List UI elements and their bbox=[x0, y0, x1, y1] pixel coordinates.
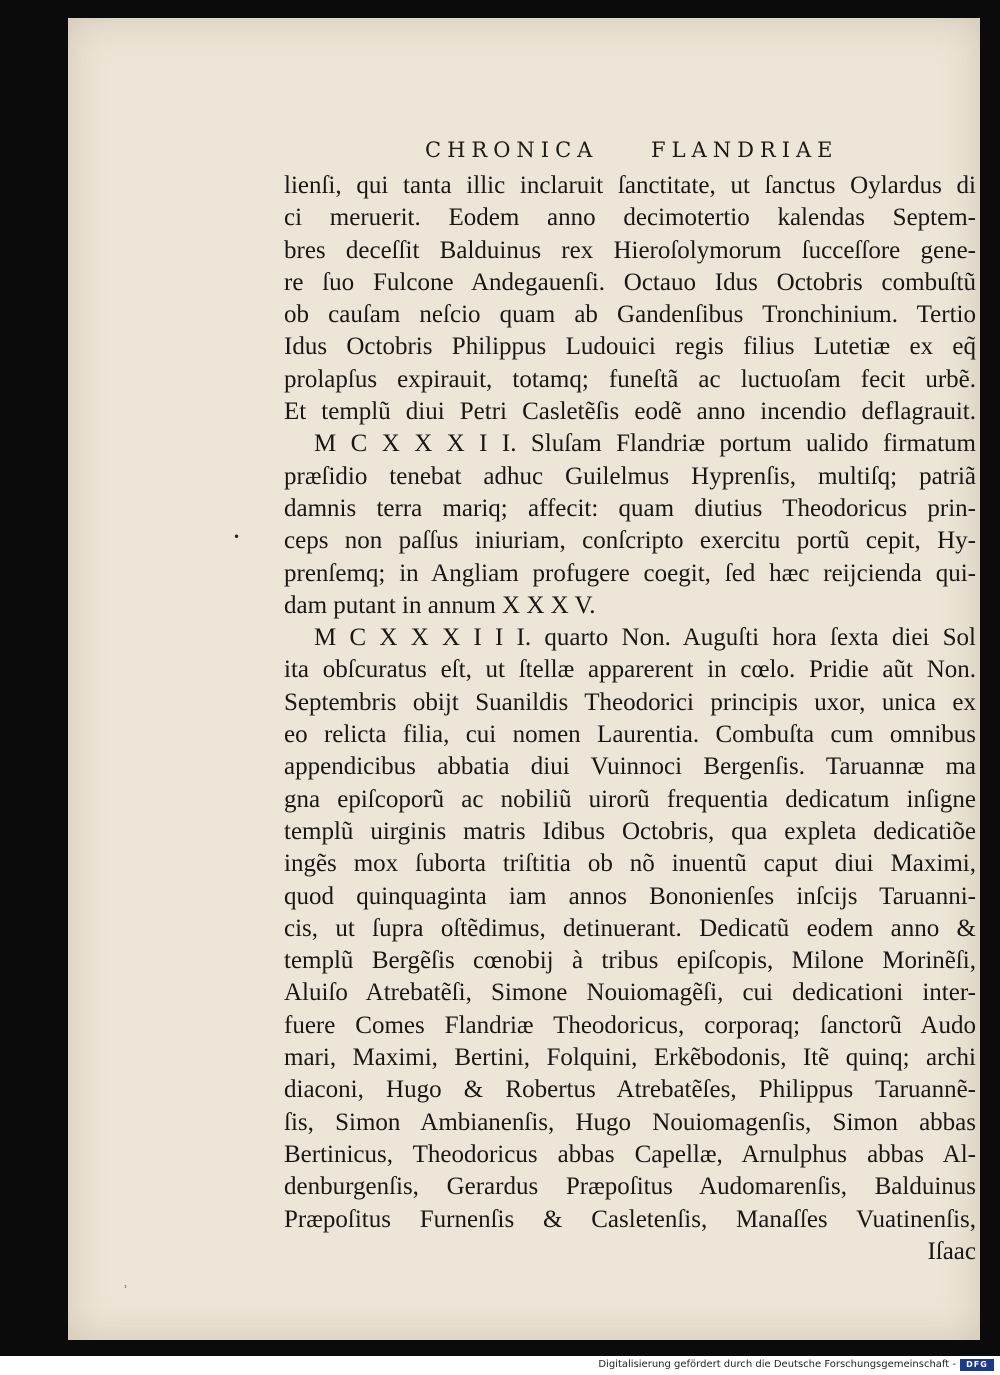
running-head-word-chronica: CHRONICA bbox=[425, 138, 599, 162]
stray-ink-mark: ˒ bbox=[124, 1280, 128, 1294]
text-line: damnis terra mariq; affecit: quam diutius Theodoricus prin- bbox=[284, 494, 976, 522]
text-line: ob cauſam neſcio quam ab Gandenſibus Tronchinium. Tertio bbox=[284, 301, 976, 329]
text-line: templũ Bergẽſis cœnobij à tribus epiſcopis, Milone Morinẽſi, bbox=[284, 947, 976, 975]
text-line: præſidio tenebat adhuc Guilelmus Hyprenſis, multiſq; patriã bbox=[284, 462, 976, 490]
text-line: quod quinquaginta iam annos Bononienſes inſcijs Taruanni- bbox=[284, 882, 976, 910]
text-line: Bertinicus, Theodoricus abbas Capellæ, Arnulphus abbas Al- bbox=[284, 1140, 976, 1168]
text-line: Septembris obijt Suanildis Theodorici principis uxor, unica ex bbox=[284, 688, 976, 716]
text-line: gna epiſcoporũ ac nobiliũ uirorũ frequentia dedicatum inſigne bbox=[284, 785, 976, 813]
running-head-word-flandriae: FLANDRIAE bbox=[651, 138, 839, 162]
text-line: eo relicta filia, cui nomen Laurentia. Combuſta cum omnibus bbox=[284, 721, 976, 749]
text-line: M C X X X I I I. quarto Non. Auguſti hora ſexta diei Sol bbox=[314, 624, 976, 652]
text-line: cis, ut ſupra oſtẽdimus, detinuerant. Dedicatũ eodem anno & bbox=[284, 914, 976, 942]
text-line: denburgenſis, Gerardus Præpoſitus Audomarenſis, Balduinus bbox=[284, 1173, 976, 1201]
text-line: lienſi, qui tanta illic inclaruit ſanctitate, ut ſanctus Oylardus di bbox=[284, 172, 976, 199]
text-line: appendicibus abbatia diui Vuinnoci Bergenſis. Taruannæ ma bbox=[284, 753, 976, 781]
body-text bbox=[284, 170, 976, 1268]
text-line: M C X X X I I. Sluſam Flandriæ portum ualido firmatum bbox=[314, 430, 976, 458]
text-line: bres deceſſit Balduinus rex Hieroſolymorum ſucceſſore gene- bbox=[284, 236, 976, 264]
text-line: Aluiſo Atrebatẽſi, Simone Nouiomagẽſi, cui dedicationi inter- bbox=[284, 979, 976, 1007]
text-line: ſis, Simon Ambianenſis, Hugo Nouiomagenſis, Simon abbas bbox=[284, 1108, 976, 1136]
text-line: diaconi, Hugo & Robertus Atrebatẽſes, Philippus Taruannẽ- bbox=[284, 1076, 976, 1104]
text-line: prolapſus expirauit, totamq; funeſtã ac luctuoſam fecit urbẽ. bbox=[284, 365, 976, 393]
text-line: Idus Octobris Philippus Ludouici regis filius Lutetiæ ex eq̃ bbox=[284, 333, 976, 361]
running-head bbox=[425, 138, 845, 162]
dfg-logo: DFG bbox=[960, 1359, 994, 1371]
text-line: ceps non paſſus iniuriam, conſcripto exercitu portũ cepit, Hy- bbox=[284, 527, 976, 555]
text-line: Præpoſitus Furnenſis & Casletenſis, Manaſſes Vuatinenſis, bbox=[284, 1205, 976, 1233]
text-line: prenſemq; in Angliam profugere coegit, ſed hæc reijcienda qui- bbox=[284, 559, 976, 587]
text-line: templũ uirginis matris Idibus Octobris, qua expleta dedicatiõe bbox=[284, 817, 976, 845]
text-line: ci meruerit. Eodem anno decimotertio kalendas Septem- bbox=[284, 204, 976, 232]
text-line: mari, Maximi, Bertini, Folquini, Erkẽbodonis, Itẽ quinq; archi bbox=[284, 1044, 976, 1072]
text-line: ingẽs mox ſuborta triſtitia ob nõ inuentũ caput diui Maximi, bbox=[284, 850, 976, 878]
digitization-credit: Digitalisierung gefördert durch die Deutsche Forschungsgemeinschaft - bbox=[598, 1359, 956, 1370]
text-line: ita obſcuratus eſt, ut ſtellæ apparerent in cœlo. Pridie aũt Non. bbox=[284, 656, 976, 684]
text-line: Et templũ diui Petri Casletẽſis eodẽ anno incendio deflagrauit. bbox=[284, 398, 976, 426]
text-line: fuere Comes Flandriæ Theodoricus, corporaq; ſanctorũ Audo bbox=[284, 1011, 976, 1039]
text-line: dam putant in annum X X X V. bbox=[284, 591, 596, 619]
text-line: Iſaac bbox=[927, 1237, 976, 1265]
marginal-dot-mark: • bbox=[233, 530, 241, 544]
text-line: re ſuo Fulcone Andegauenſi. Octauo Idus Octobris combuſtũ bbox=[284, 268, 976, 296]
